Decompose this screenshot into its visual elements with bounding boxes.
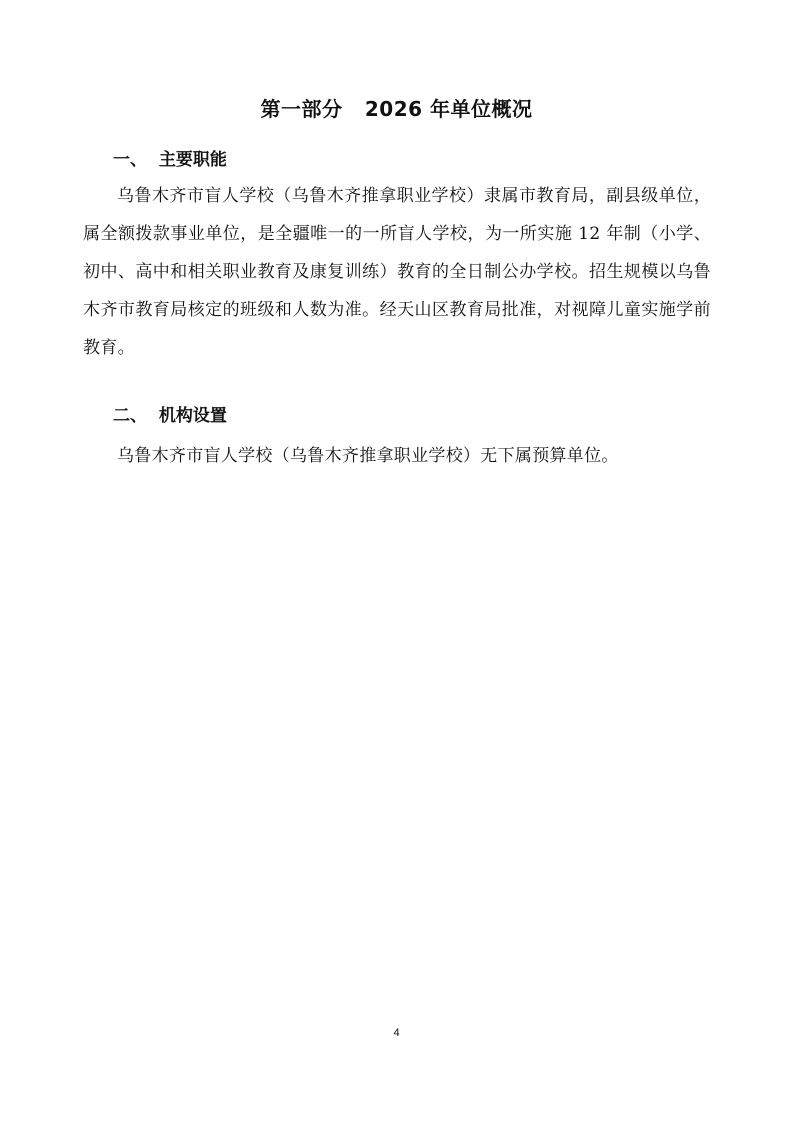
section-heading-main-functions: 一、 主要职能 [113, 150, 227, 170]
page-number: 4 [393, 1027, 400, 1039]
page-title: 第一部分 2026 年单位概况 [260, 97, 533, 121]
paragraph-main-functions: 乌鲁木齐市盲人学校（乌鲁木齐推拿职业学校）隶属市教育局，副县级单位，属全额拨款事业单位，是全疆唯一的一所盲人学校，为一所实施 12 年制（小学、初中、高中和相关职业教育及康复训练）教育的全日制公办学校。招生规模以乌鲁木齐市教育局核定的班级和人数为准。经天山区教育局批准，对视障儿童实施学前教育。 [83, 186, 711, 358]
section-heading-organization: 二、 机构设置 [113, 406, 227, 426]
paragraph-organization: 乌鲁木齐市盲人学校（乌鲁木齐推拿职业学校）无下属预算单位。 [117, 446, 619, 466]
